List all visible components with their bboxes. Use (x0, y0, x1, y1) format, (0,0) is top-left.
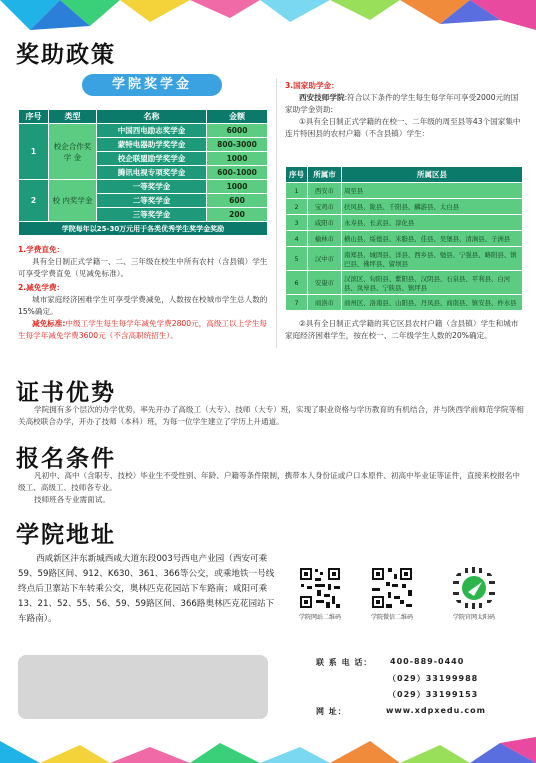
section-title-apply: 报名条件 (16, 446, 116, 472)
county-row-city: 宝鸡市 (308, 199, 342, 215)
award-name: 中国西电励志奖学金 (97, 124, 207, 138)
sun-code (452, 566, 496, 610)
county-row-no: 6 (286, 271, 308, 295)
col-header: 类型 (49, 110, 97, 124)
national-intro-bold: 西安技师学院 (299, 93, 345, 102)
reduction-std-text: 中级工学生每生每学年减免学费2800元，高级工以上学生每生每学年减免学费3600元（不含高职统招生）。 (18, 319, 267, 340)
phone-3: （029）33199153 (388, 690, 479, 699)
national-cond2: ②具有全日制正式学籍的其它区县农村户籍（含县镇）学生和城市家庭经济困难学生，按在校一、二年级学生人数的20%确定。 (285, 319, 519, 340)
award-name: 二等奖学金 (97, 194, 207, 208)
award-amount: 6000 (207, 124, 268, 138)
website-link[interactable]: www.xdpxedu.com (386, 706, 486, 715)
award-name: 一等奖学金 (97, 180, 207, 194)
reduction-text: 城市家庭经济困难学生可享受学费减免，人数按在校城市学生总人数的15%确定。 (18, 295, 268, 316)
col-header: 序号 (19, 110, 49, 124)
col-header: 名称 (97, 110, 207, 124)
award-amount: 200 (207, 208, 268, 222)
county-row-city: 安康市 (308, 271, 342, 295)
wechat-qr-code (370, 566, 414, 610)
award-amount: 1000 (207, 180, 268, 194)
scholarship-pill: 学院奖学金 (82, 74, 222, 96)
national-grant-block (285, 80, 525, 140)
address-text: 西咸新区沣东新城西咸大道东段003号西电产业园（西安可乘59、59路区间、912、K630、361、366等公交，或乘地铁一号线终点后卫寨站下车转乘公交，奥林匹克花园站下车路南；咸阳可乘13、21、52、55、56、59、59路区间、366路奥林匹克花园站下车路南）。 (18, 554, 275, 624)
county-table (285, 166, 523, 311)
county-row-no: 7 (286, 295, 308, 311)
section-title-address: 学院地址 (16, 522, 116, 548)
tuition-title: 1.学费直免： (18, 245, 65, 254)
county-row-city: 咸阳市 (308, 215, 342, 231)
group-type: 校企合作奖 学 金 (49, 124, 97, 180)
qr-label-sun: 学院官网太阳码 (452, 614, 495, 621)
county-row-counties: 横山县、绥德县、米脂县、佳县、吴堡县、清涧县、子洲县 (342, 231, 523, 247)
col-header: 序号 (286, 167, 308, 183)
award-name: 蒙特电器助学奖学金 (97, 138, 207, 152)
group-no: 2 (19, 180, 49, 222)
phone-1: 400-889-0440 (390, 657, 465, 666)
county-row-no: 3 (286, 215, 308, 231)
reduction-std-label: 减免标准: (32, 319, 66, 328)
county-row-counties: 永寿县、长武县、淳化县 (342, 215, 523, 231)
award-amount: 1000 (207, 152, 268, 166)
top-decorative-banner (0, 0, 536, 30)
qr-label-website: 学院网站二维码 (298, 614, 341, 621)
award-name: 腾讯电视专项奖学金 (97, 166, 207, 180)
table-footer: 学院每年以25-30万元用于各类优秀学生奖学金奖励 (19, 222, 268, 236)
cert-text: 学院拥有多个层次的办学优势，率先开办了高级工（大专）、技师（大专）班，实现了职业资格与学历教育的有机结合，并与陕西学前师范学院等相关高校联合办学，开办了技师（本科）班，为每一位学生建立了学历上升通道。 (18, 405, 524, 426)
county-row-counties: 扶风县、陇县、千阳县、麟游县、太白县 (342, 199, 523, 215)
county-row-city: 商洛市 (308, 295, 342, 311)
county-row-city: 汉中市 (308, 247, 342, 271)
county-row-no: 4 (286, 231, 308, 247)
col-header: 所属市 (308, 167, 342, 183)
web-label: 网 址： (316, 707, 347, 716)
gray-placeholder-box (18, 655, 268, 719)
award-amount: 600-1000 (207, 166, 268, 180)
county-row-no: 2 (286, 199, 308, 215)
scholarship-table (18, 109, 268, 236)
qr-label-wechat: 学院微信二维码 (370, 614, 413, 621)
group-type: 校 内奖学金 (49, 180, 97, 222)
tuition-block (18, 244, 270, 342)
county-row-no: 1 (286, 183, 308, 199)
apply-text-2: 技师班各专业需面试。 (34, 495, 110, 504)
reduction-title: 2.减免学费： (18, 283, 65, 292)
national-intro: :符合以下条件的学生每生每学年可享受2000元的国家助学金资助: (285, 93, 519, 114)
phone-label: 联 系 电 话： (316, 658, 373, 667)
county-row-counties: 南郑县、城固县、洋县、西乡县、勉县、宁强县、略阳县、镇巴县、佛坪县、留坝县 (342, 247, 523, 271)
county-row-counties: 商州区、洛南县、山阳县、丹凤县、商南县、镇安县、柞水县 (342, 295, 523, 311)
group-no: 1 (19, 124, 49, 180)
phone-2: （029）33199988 (388, 674, 479, 683)
website-qr-code (298, 566, 342, 610)
county-row-city: 榆林市 (308, 231, 342, 247)
tuition-text: 具有全日制正式学籍一、二、三年级在校生中所有农村（含县镇）学生可享受学费直免（见减免标准）。 (18, 257, 268, 278)
award-amount: 800-3000 (207, 138, 268, 152)
county-row-city: 西安市 (308, 183, 342, 199)
col-header: 所属区县 (342, 167, 523, 183)
national-cond1: ①具有全日制正式学籍的在校一、二年级的周至县等43个国家集中连片特困县的农村户籍（不含县镇）学生： (285, 117, 521, 138)
award-name: 三等奖学金 (97, 208, 207, 222)
column-divider (276, 78, 277, 348)
award-name: 校企联盟励学奖学金 (97, 152, 207, 166)
apply-text-1: 凡初中、高中（含职专、技校）毕业生不受性别、年龄、户籍等条件限制，携带本人身份证或户口本原件、初高中毕业证等证件，直接来校报名中级工、高级工、技师各专业。 (18, 471, 520, 492)
national-title: 3.国家助学金： (285, 81, 339, 90)
section-title-cert: 证书优势 (16, 380, 116, 406)
col-header: 金额 (207, 110, 268, 124)
county-row-counties: 周至县 (342, 183, 523, 199)
county-row-no: 5 (286, 247, 308, 271)
award-amount: 600 (207, 194, 268, 208)
bottom-decorative-banner (0, 737, 536, 763)
section-title-award: 奖助政策 (16, 42, 116, 68)
apply-block (18, 470, 524, 506)
county-row-counties: 汉滨区、旬阳县、紫阳县、汉阴县、石泉县、平利县、白河县、岚皋县、宁陕县、镇坪县 (342, 271, 523, 295)
